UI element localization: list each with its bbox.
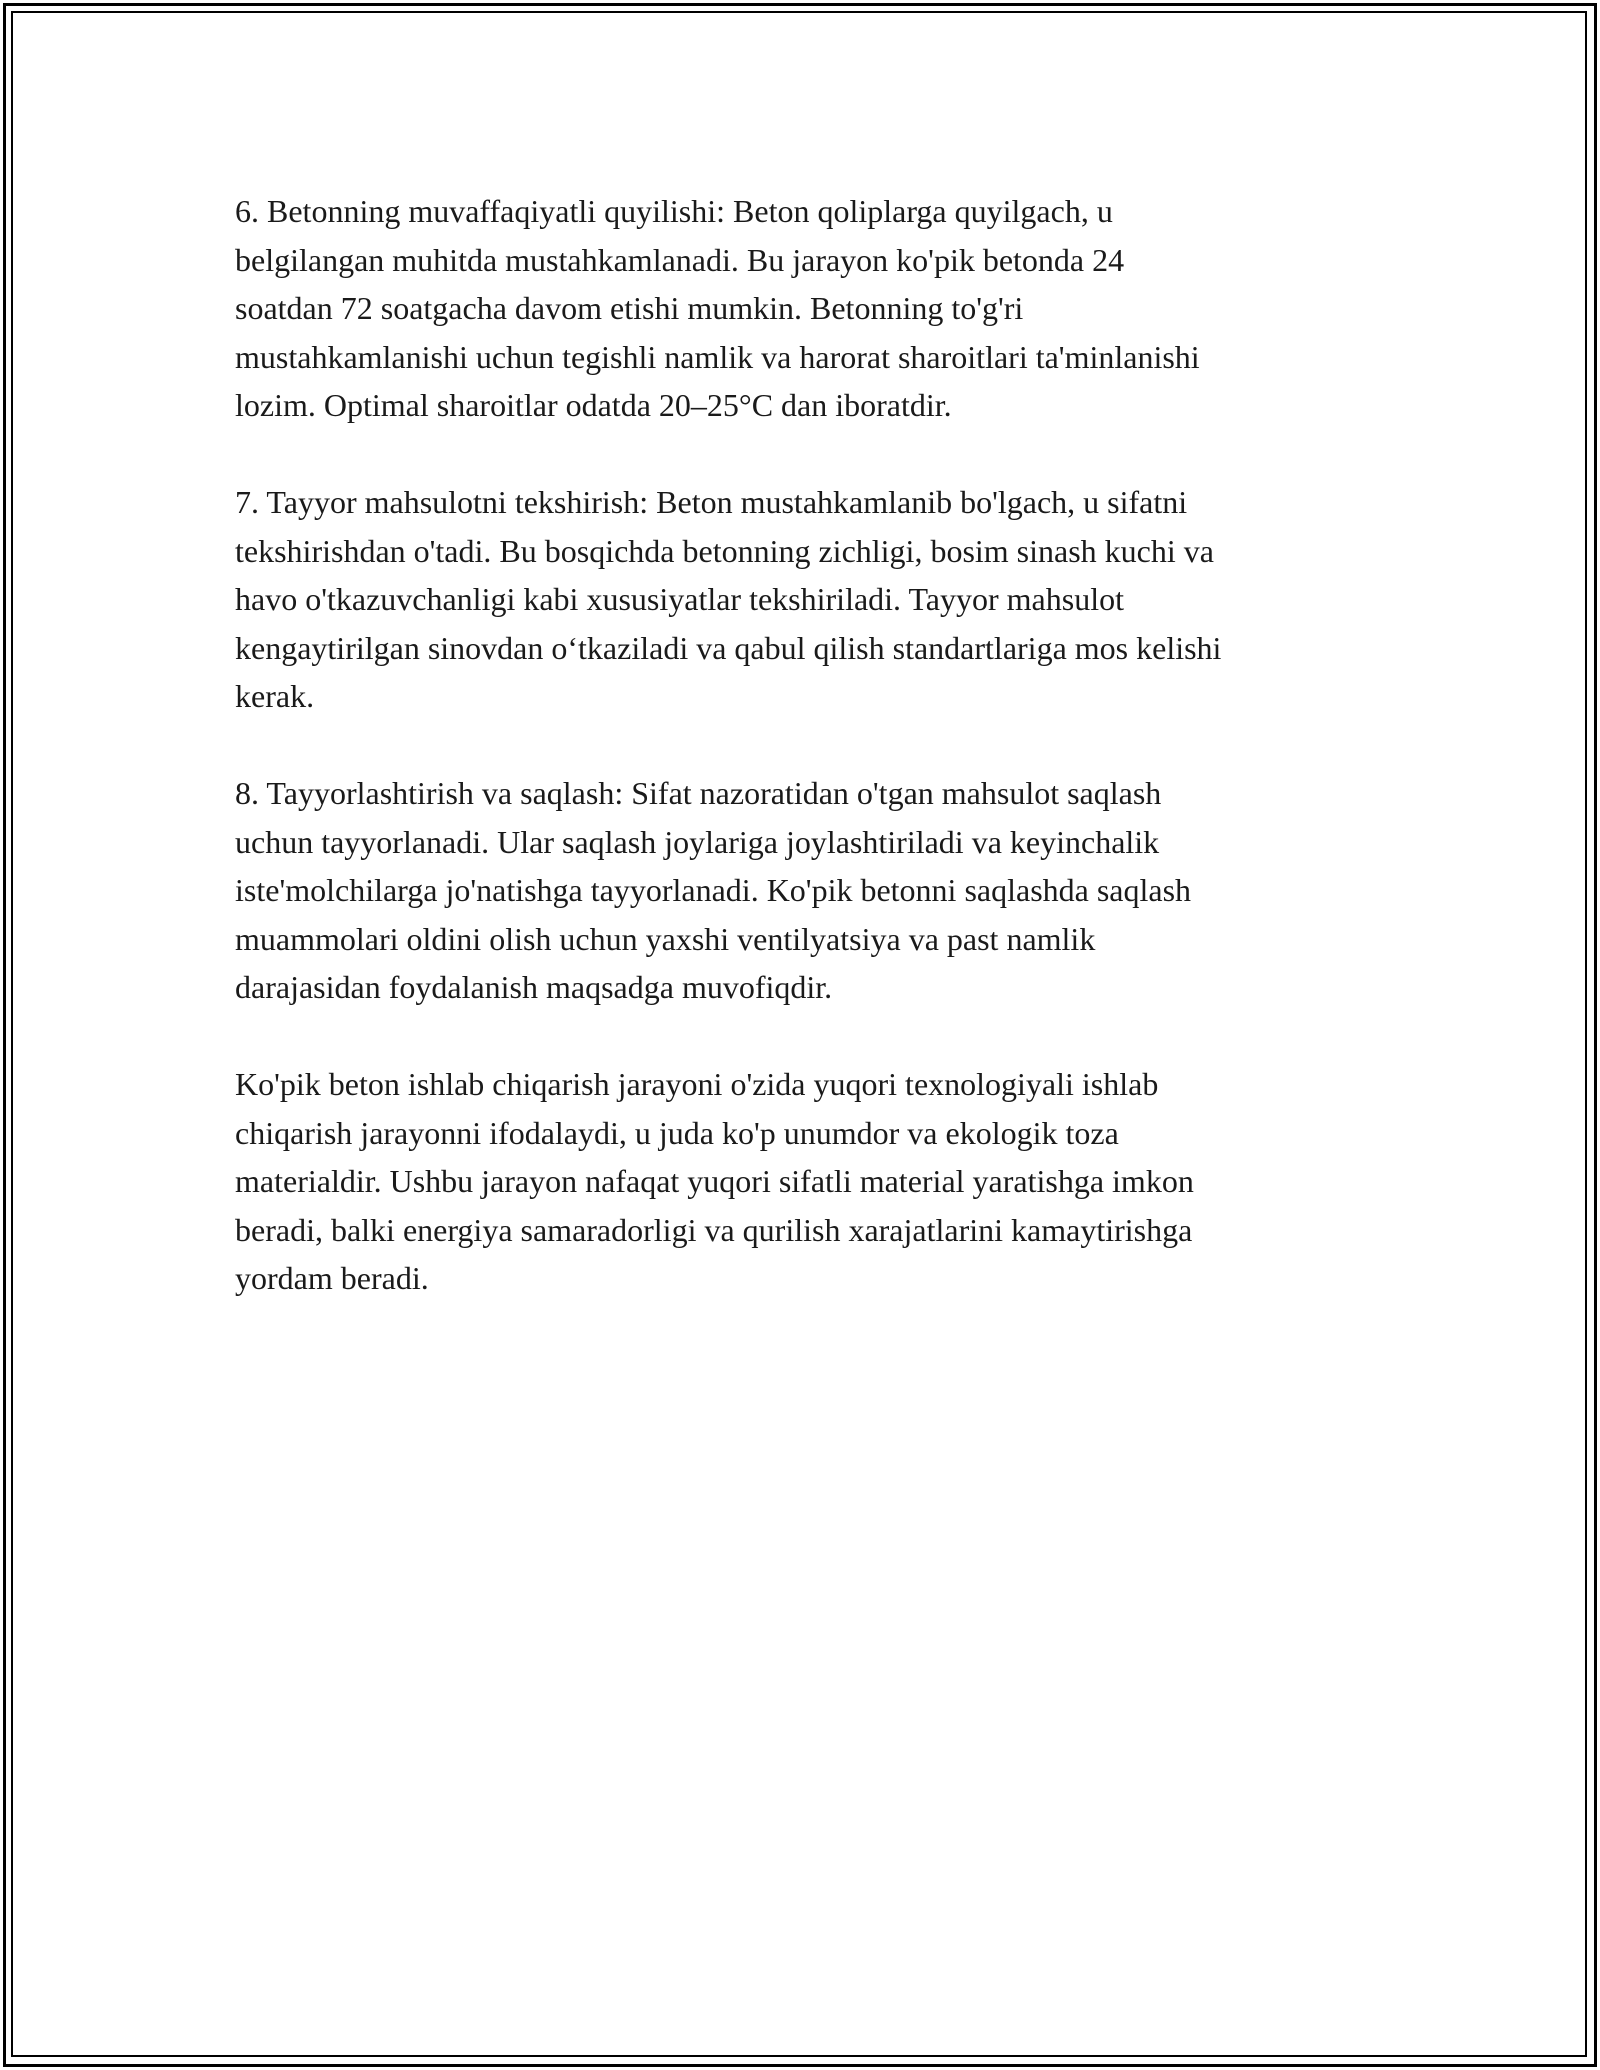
paragraph-conclusion: Ko'pik beton ishlab chiqarish jarayoni o'zida yuqori texnologiyali ishlab chiqarish jarayonni ifodalaydi, u juda ko'p unumdor va ekologik toza materialdir. Ushbu jarayon nafaqat yuqori sifatli material yaratishga imkon beradi, balki energiya samaradorligi va qurilish xarajatlarini kamaytirishga yordam beradi. (235, 1066, 1194, 1296)
document-body (235, 187, 1375, 1351)
paragraph-step-6: 6. Betonning muvaffaqiyatli quyilishi: Beton qoliplarga quyilgach, u belgilangan muhitda mustahkamlanadi. Bu jarayon ko'pik betonda 24 soatdan 72 soatgacha davom etishi mumkin. Betonning to'g'ri mustahkamlanishi uchun tegishli namlik va harorat sharoitlari ta'minlanishi lozim. Optimal sharoitlar odatda 20–25°C dan iboratdir. (235, 193, 1200, 423)
paragraph-step-8: 8. Tayyorlashtirish va saqlash: Sifat nazoratidan o'tgan mahsulot saqlash uchun tayyorlanadi. Ular saqlash joylariga joylashtiriladi va keyinchalik iste'molchilarga jo'natishga tayyorlanadi. Ko'pik betonni saqlashda saqlash muammolari oldini olish uchun yaxshi ventilyatsiya va past namlik darajasidan foydalanish maqsadga muvofiqdir. (235, 775, 1192, 1005)
paragraph-step-7: 7. Tayyor mahsulotni tekshirish: Beton mustahkamlanib bo'lgach, u sifatni tekshirishdan o'tadi. Bu bosqichda betonning zichligi, bosim sinash kuchi va havo o'tkazuvchanligi kabi xususiyatlar tekshiriladi. Tayyor mahsulot kengaytirilgan sinovdan o‘tkaziladi va qabul qilish standartlariga mos kelishi kerak. (235, 484, 1222, 714)
